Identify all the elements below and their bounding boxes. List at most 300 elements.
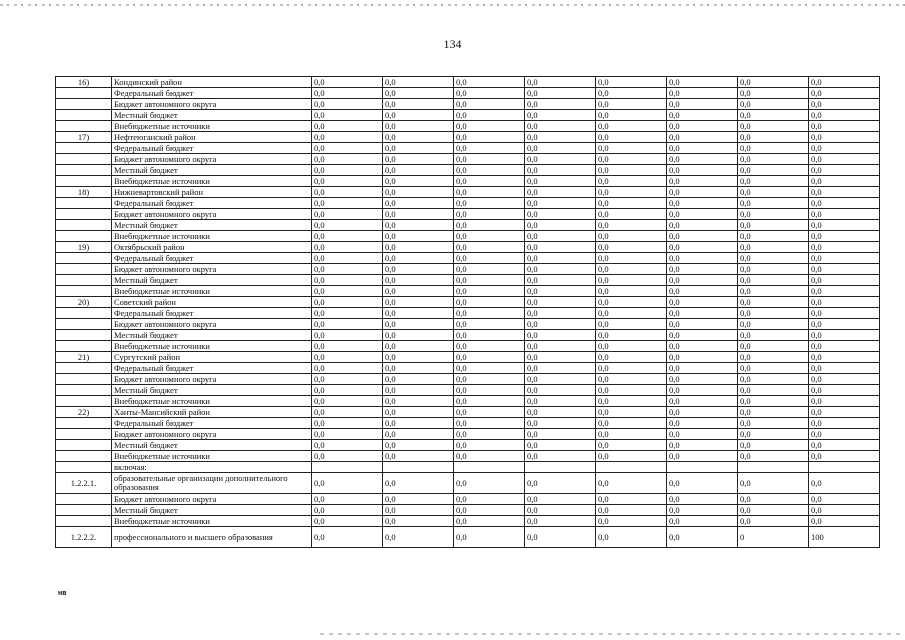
table-row xyxy=(56,407,880,418)
value-cell: 0,0 xyxy=(312,187,383,198)
value-cell: 0,0 xyxy=(454,396,525,407)
value-cell: 0,0 xyxy=(809,451,880,462)
row-label: Федеральный бюджет xyxy=(112,88,312,99)
row-number xyxy=(56,176,112,187)
value-cell: 0,0 xyxy=(383,494,454,505)
value-cell: 0,0 xyxy=(383,209,454,220)
value-cell: 0,0 xyxy=(454,319,525,330)
value-cell: 0,0 xyxy=(312,374,383,385)
value-cell: 0,0 xyxy=(525,253,596,264)
table-row xyxy=(56,429,880,440)
value-cell: 0,0 xyxy=(809,352,880,363)
value-cell: 0,0 xyxy=(667,516,738,527)
row-number: 1.2.2.1. xyxy=(56,473,112,494)
value-cell: 0,0 xyxy=(667,341,738,352)
value-cell: 0,0 xyxy=(454,198,525,209)
value-cell: 0,0 xyxy=(667,253,738,264)
table-row xyxy=(56,220,880,231)
value-cell: 0,0 xyxy=(383,473,454,494)
value-cell: 0,0 xyxy=(596,110,667,121)
value-cell: 0,0 xyxy=(809,473,880,494)
value-cell: 0,0 xyxy=(454,176,525,187)
value-cell: 0,0 xyxy=(809,198,880,209)
value-cell: 0,0 xyxy=(738,143,809,154)
value-cell: 0,0 xyxy=(809,286,880,297)
value-cell: 0,0 xyxy=(312,154,383,165)
value-cell xyxy=(596,462,667,473)
value-cell: 0,0 xyxy=(312,143,383,154)
row-number xyxy=(56,121,112,132)
value-cell: 0,0 xyxy=(383,385,454,396)
row-number: 20) xyxy=(56,297,112,308)
value-cell: 0,0 xyxy=(454,77,525,88)
table-row xyxy=(56,418,880,429)
value-cell: 0,0 xyxy=(809,297,880,308)
value-cell: 0,0 xyxy=(312,297,383,308)
row-number xyxy=(56,209,112,220)
table-row xyxy=(56,308,880,319)
table-row xyxy=(56,275,880,286)
row-label: Внебюджетные источники xyxy=(112,176,312,187)
value-cell: 0,0 xyxy=(596,308,667,319)
value-cell: 0,0 xyxy=(312,121,383,132)
value-cell: 0,0 xyxy=(383,198,454,209)
value-cell: 0,0 xyxy=(596,242,667,253)
value-cell: 0,0 xyxy=(596,286,667,297)
value-cell: 0,0 xyxy=(809,154,880,165)
row-number xyxy=(56,264,112,275)
row-label: Местный бюджет xyxy=(112,385,312,396)
value-cell: 0,0 xyxy=(383,330,454,341)
value-cell: 0,0 xyxy=(667,275,738,286)
value-cell: 0,0 xyxy=(596,451,667,462)
value-cell: 0,0 xyxy=(809,429,880,440)
value-cell: 0,0 xyxy=(312,286,383,297)
scan-artifact-top xyxy=(0,4,905,6)
value-cell: 0,0 xyxy=(667,527,738,548)
value-cell: 0,0 xyxy=(667,286,738,297)
value-cell: 0,0 xyxy=(809,231,880,242)
value-cell: 0,0 xyxy=(383,297,454,308)
table-row xyxy=(56,451,880,462)
table-row xyxy=(56,165,880,176)
value-cell: 0,0 xyxy=(454,308,525,319)
row-label: Бюджет автономного округа xyxy=(112,209,312,220)
value-cell: 0,0 xyxy=(596,220,667,231)
value-cell: 0,0 xyxy=(454,429,525,440)
value-cell: 0,0 xyxy=(809,516,880,527)
value-cell: 0,0 xyxy=(596,209,667,220)
row-label: Бюджет автономного округа xyxy=(112,99,312,110)
value-cell: 0,0 xyxy=(596,352,667,363)
value-cell: 0,0 xyxy=(738,352,809,363)
row-number xyxy=(56,275,112,286)
row-number xyxy=(56,110,112,121)
row-label: Бюджет автономного округа xyxy=(112,319,312,330)
row-label: Бюджет автономного округа xyxy=(112,264,312,275)
row-label: Местный бюджет xyxy=(112,220,312,231)
value-cell: 0,0 xyxy=(738,319,809,330)
value-cell: 0,0 xyxy=(312,505,383,516)
value-cell: 0,0 xyxy=(525,429,596,440)
table-row xyxy=(56,132,880,143)
value-cell: 0,0 xyxy=(525,176,596,187)
value-cell: 0,0 xyxy=(738,440,809,451)
value-cell: 0,0 xyxy=(809,209,880,220)
value-cell: 0,0 xyxy=(738,505,809,516)
value-cell: 0,0 xyxy=(596,396,667,407)
value-cell: 0,0 xyxy=(454,505,525,516)
row-label: Федеральный бюджет xyxy=(112,198,312,209)
value-cell: 0,0 xyxy=(596,363,667,374)
value-cell: 0,0 xyxy=(525,494,596,505)
value-cell: 0,0 xyxy=(525,418,596,429)
value-cell: 0,0 xyxy=(596,132,667,143)
value-cell: 0,0 xyxy=(738,516,809,527)
value-cell: 0,0 xyxy=(312,242,383,253)
value-cell: 0,0 xyxy=(738,429,809,440)
value-cell: 0,0 xyxy=(312,363,383,374)
value-cell: 0,0 xyxy=(383,110,454,121)
table-row xyxy=(56,527,880,548)
value-cell: 0,0 xyxy=(454,275,525,286)
value-cell: 0,0 xyxy=(525,110,596,121)
value-cell: 0,0 xyxy=(596,121,667,132)
value-cell: 0,0 xyxy=(596,330,667,341)
value-cell: 0,0 xyxy=(809,407,880,418)
row-number xyxy=(56,308,112,319)
value-cell: 0,0 xyxy=(312,473,383,494)
value-cell: 0,0 xyxy=(596,319,667,330)
value-cell: 0,0 xyxy=(596,407,667,418)
value-cell: 0,0 xyxy=(525,385,596,396)
value-cell: 0,0 xyxy=(667,330,738,341)
table-row xyxy=(56,319,880,330)
value-cell: 0,0 xyxy=(738,451,809,462)
value-cell: 0,0 xyxy=(667,198,738,209)
value-cell: 0,0 xyxy=(312,319,383,330)
value-cell: 100 xyxy=(809,527,880,548)
value-cell: 0,0 xyxy=(667,110,738,121)
value-cell: 0,0 xyxy=(667,231,738,242)
value-cell: 0,0 xyxy=(525,516,596,527)
value-cell: 0,0 xyxy=(454,264,525,275)
value-cell: 0,0 xyxy=(312,516,383,527)
value-cell: 0,0 xyxy=(525,77,596,88)
table-row xyxy=(56,385,880,396)
table-row xyxy=(56,494,880,505)
value-cell: 0,0 xyxy=(667,88,738,99)
value-cell: 0,0 xyxy=(525,121,596,132)
row-label: Бюджет автономного округа xyxy=(112,494,312,505)
value-cell: 0,0 xyxy=(738,242,809,253)
value-cell: 0,0 xyxy=(312,176,383,187)
value-cell: 0,0 xyxy=(525,242,596,253)
value-cell: 0,0 xyxy=(383,99,454,110)
row-number: 21) xyxy=(56,352,112,363)
value-cell: 0,0 xyxy=(667,308,738,319)
value-cell: 0,0 xyxy=(383,275,454,286)
value-cell: 0,0 xyxy=(809,494,880,505)
table-row xyxy=(56,505,880,516)
value-cell: 0,0 xyxy=(525,396,596,407)
row-label: Местный бюджет xyxy=(112,330,312,341)
value-cell: 0,0 xyxy=(312,396,383,407)
value-cell: 0,0 xyxy=(596,374,667,385)
value-cell: 0,0 xyxy=(383,242,454,253)
row-label: Местный бюджет xyxy=(112,440,312,451)
value-cell: 0,0 xyxy=(667,352,738,363)
value-cell: 0,0 xyxy=(525,308,596,319)
row-label: Федеральный бюджет xyxy=(112,143,312,154)
row-number xyxy=(56,440,112,451)
value-cell: 0,0 xyxy=(667,121,738,132)
value-cell: 0,0 xyxy=(738,176,809,187)
value-cell: 0,0 xyxy=(383,363,454,374)
value-cell: 0,0 xyxy=(312,77,383,88)
value-cell: 0,0 xyxy=(525,275,596,286)
value-cell: 0,0 xyxy=(809,396,880,407)
value-cell: 0,0 xyxy=(738,341,809,352)
value-cell: 0,0 xyxy=(809,176,880,187)
value-cell: 0,0 xyxy=(667,143,738,154)
value-cell: 0,0 xyxy=(667,505,738,516)
table-row xyxy=(56,341,880,352)
value-cell: 0,0 xyxy=(738,231,809,242)
value-cell: 0,0 xyxy=(809,88,880,99)
value-cell: 0,0 xyxy=(312,165,383,176)
value-cell: 0,0 xyxy=(312,308,383,319)
value-cell: 0,0 xyxy=(667,187,738,198)
row-number xyxy=(56,319,112,330)
value-cell: 0,0 xyxy=(738,494,809,505)
row-label: Местный бюджет xyxy=(112,505,312,516)
row-number xyxy=(56,88,112,99)
value-cell: 0,0 xyxy=(809,110,880,121)
row-label: Кондинский район xyxy=(112,77,312,88)
value-cell: 0,0 xyxy=(454,516,525,527)
row-number xyxy=(56,418,112,429)
value-cell: 0,0 xyxy=(667,99,738,110)
value-cell: 0,0 xyxy=(525,297,596,308)
table-row xyxy=(56,99,880,110)
value-cell: 0,0 xyxy=(454,297,525,308)
table-row xyxy=(56,231,880,242)
value-cell: 0,0 xyxy=(809,363,880,374)
value-cell: 0,0 xyxy=(738,264,809,275)
row-label: Федеральный бюджет xyxy=(112,253,312,264)
value-cell: 0,0 xyxy=(454,494,525,505)
row-number xyxy=(56,154,112,165)
value-cell: 0,0 xyxy=(454,121,525,132)
row-label: Ханты-Мансийский район xyxy=(112,407,312,418)
value-cell: 0,0 xyxy=(312,132,383,143)
value-cell: 0,0 xyxy=(809,385,880,396)
value-cell: 0,0 xyxy=(738,286,809,297)
value-cell: 0,0 xyxy=(383,88,454,99)
row-label: Внебюджетные источники xyxy=(112,341,312,352)
value-cell: 0,0 xyxy=(383,429,454,440)
value-cell: 0,0 xyxy=(525,352,596,363)
value-cell: 0,0 xyxy=(525,374,596,385)
value-cell: 0,0 xyxy=(596,77,667,88)
value-cell: 0,0 xyxy=(738,385,809,396)
value-cell: 0,0 xyxy=(738,396,809,407)
row-label: Внебюджетные источники xyxy=(112,121,312,132)
value-cell: 0,0 xyxy=(454,341,525,352)
value-cell: 0,0 xyxy=(596,176,667,187)
value-cell: 0,0 xyxy=(454,110,525,121)
table-row xyxy=(56,516,880,527)
value-cell: 0,0 xyxy=(596,418,667,429)
value-cell: 0,0 xyxy=(312,385,383,396)
row-label: Внебюджетные источники xyxy=(112,451,312,462)
table-row xyxy=(56,176,880,187)
value-cell: 0,0 xyxy=(383,264,454,275)
value-cell: 0,0 xyxy=(738,253,809,264)
row-number xyxy=(56,385,112,396)
value-cell: 0,0 xyxy=(738,308,809,319)
value-cell: 0,0 xyxy=(596,385,667,396)
value-cell: 0,0 xyxy=(383,418,454,429)
value-cell: 0,0 xyxy=(454,440,525,451)
row-number xyxy=(56,451,112,462)
row-number xyxy=(56,231,112,242)
value-cell: 0,0 xyxy=(454,99,525,110)
value-cell: 0,0 xyxy=(312,110,383,121)
row-label: Бюджет автономного округа xyxy=(112,154,312,165)
value-cell: 0,0 xyxy=(383,154,454,165)
value-cell: 0,0 xyxy=(525,330,596,341)
value-cell: 0,0 xyxy=(525,165,596,176)
budget-table-body xyxy=(56,77,880,548)
value-cell: 0,0 xyxy=(312,231,383,242)
value-cell: 0,0 xyxy=(667,440,738,451)
value-cell: 0,0 xyxy=(738,473,809,494)
value-cell: 0,0 xyxy=(525,231,596,242)
value-cell: 0,0 xyxy=(809,341,880,352)
value-cell: 0,0 xyxy=(809,143,880,154)
value-cell: 0,0 xyxy=(383,374,454,385)
row-number xyxy=(56,341,112,352)
table-row xyxy=(56,253,880,264)
value-cell: 0,0 xyxy=(383,319,454,330)
value-cell: 0,0 xyxy=(667,319,738,330)
value-cell: 0,0 xyxy=(454,187,525,198)
value-cell: 0,0 xyxy=(738,187,809,198)
row-number: 1.2.2.2. xyxy=(56,527,112,548)
row-number xyxy=(56,374,112,385)
value-cell: 0,0 xyxy=(312,330,383,341)
value-cell: 0,0 xyxy=(383,253,454,264)
table-row xyxy=(56,462,880,473)
value-cell: 0,0 xyxy=(809,330,880,341)
value-cell: 0,0 xyxy=(383,220,454,231)
row-number xyxy=(56,494,112,505)
value-cell: 0,0 xyxy=(312,352,383,363)
row-label: Внебюджетные источники xyxy=(112,286,312,297)
value-cell: 0,0 xyxy=(383,132,454,143)
value-cell: 0,0 xyxy=(667,473,738,494)
value-cell: 0,0 xyxy=(667,407,738,418)
table-row xyxy=(56,121,880,132)
value-cell: 0,0 xyxy=(454,363,525,374)
value-cell: 0,0 xyxy=(667,385,738,396)
value-cell: 0,0 xyxy=(596,494,667,505)
value-cell: 0,0 xyxy=(667,220,738,231)
row-number xyxy=(56,165,112,176)
value-cell: 0,0 xyxy=(454,231,525,242)
value-cell xyxy=(738,462,809,473)
value-cell: 0,0 xyxy=(596,297,667,308)
value-cell: 0,0 xyxy=(596,429,667,440)
value-cell: 0,0 xyxy=(525,473,596,494)
value-cell: 0,0 xyxy=(667,494,738,505)
value-cell: 0,0 xyxy=(525,319,596,330)
value-cell: 0,0 xyxy=(525,407,596,418)
value-cell: 0,0 xyxy=(667,154,738,165)
value-cell: 0,0 xyxy=(667,165,738,176)
value-cell: 0,0 xyxy=(312,198,383,209)
value-cell: 0,0 xyxy=(525,286,596,297)
value-cell: 0,0 xyxy=(454,242,525,253)
value-cell: 0,0 xyxy=(738,220,809,231)
value-cell: 0,0 xyxy=(809,99,880,110)
value-cell: 0,0 xyxy=(809,264,880,275)
value-cell: 0,0 xyxy=(525,99,596,110)
row-number: 22) xyxy=(56,407,112,418)
scan-artifact-bottom xyxy=(320,633,905,635)
table-row xyxy=(56,473,880,494)
value-cell: 0,0 xyxy=(738,88,809,99)
value-cell: 0,0 xyxy=(525,143,596,154)
value-cell: 0,0 xyxy=(809,275,880,286)
value-cell: 0,0 xyxy=(383,165,454,176)
value-cell: 0,0 xyxy=(596,88,667,99)
value-cell: 0,0 xyxy=(312,264,383,275)
value-cell: 0,0 xyxy=(312,527,383,548)
value-cell: 0,0 xyxy=(383,121,454,132)
value-cell: 0,0 xyxy=(809,242,880,253)
value-cell: 0,0 xyxy=(525,198,596,209)
value-cell: 0,0 xyxy=(596,253,667,264)
row-number xyxy=(56,143,112,154)
row-label: Федеральный бюджет xyxy=(112,418,312,429)
footer-mark: нв xyxy=(58,590,67,597)
value-cell: 0,0 xyxy=(312,88,383,99)
row-label: образовательные организации дополнительного образования xyxy=(112,473,312,494)
row-label: Нефтеюганский район xyxy=(112,132,312,143)
value-cell: 0,0 xyxy=(383,352,454,363)
value-cell: 0,0 xyxy=(738,209,809,220)
value-cell: 0,0 xyxy=(525,154,596,165)
value-cell: 0,0 xyxy=(809,308,880,319)
row-number: 16) xyxy=(56,77,112,88)
value-cell: 0,0 xyxy=(596,527,667,548)
value-cell: 0,0 xyxy=(809,121,880,132)
table-row xyxy=(56,374,880,385)
row-label: Сургутский район xyxy=(112,352,312,363)
row-label: Федеральный бюджет xyxy=(112,363,312,374)
value-cell: 0,0 xyxy=(667,297,738,308)
value-cell xyxy=(383,462,454,473)
value-cell: 0,0 xyxy=(525,88,596,99)
value-cell: 0,0 xyxy=(383,187,454,198)
row-label: Внебюджетные источники xyxy=(112,396,312,407)
value-cell: 0,0 xyxy=(809,374,880,385)
value-cell: 0,0 xyxy=(596,516,667,527)
table-row xyxy=(56,77,880,88)
